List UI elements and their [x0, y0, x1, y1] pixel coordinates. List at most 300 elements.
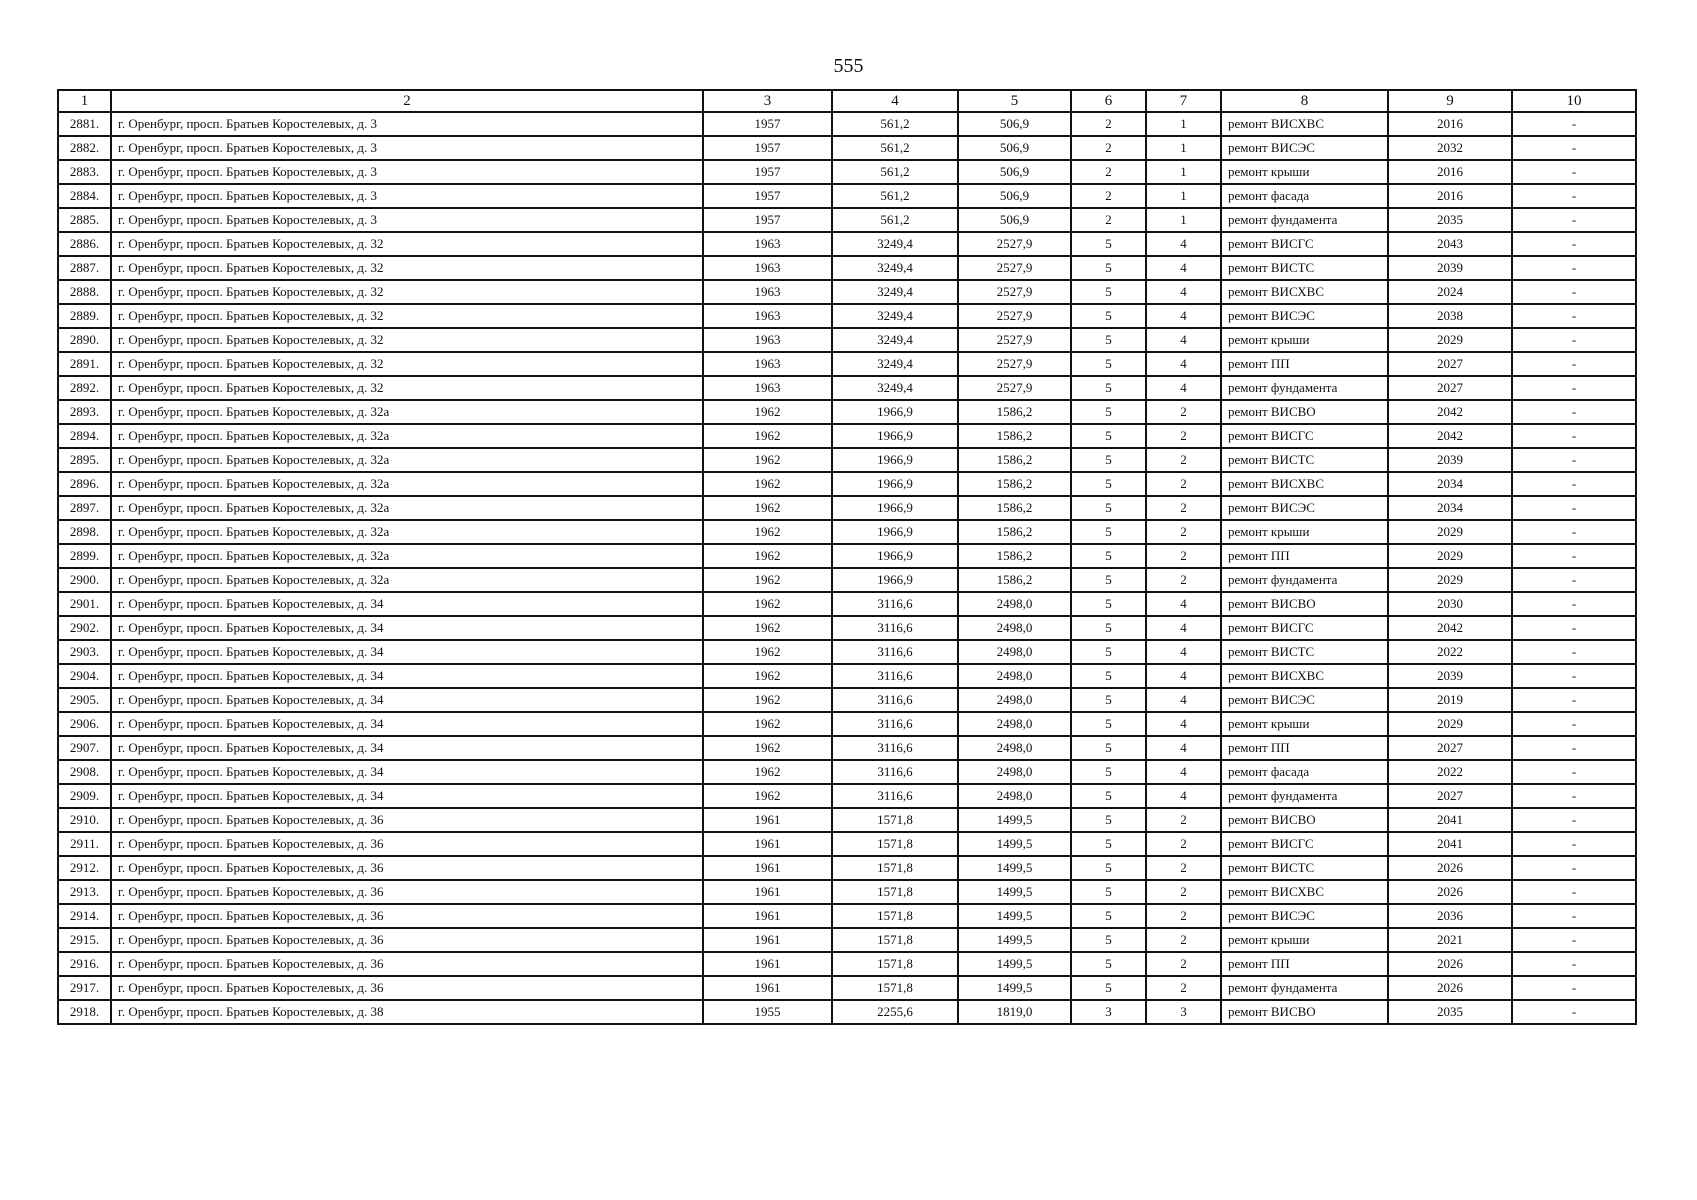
- cell-note: -: [1512, 640, 1636, 664]
- cell-note: -: [1512, 208, 1636, 232]
- cell-year-built: 1957: [703, 184, 832, 208]
- cell-note: -: [1512, 664, 1636, 688]
- cell-note: -: [1512, 568, 1636, 592]
- table-row: [58, 136, 1636, 160]
- cell-floors: 5: [1071, 640, 1146, 664]
- cell-address: г. Оренбург, просп. Братьев Коростелевых, д. 36: [111, 952, 703, 976]
- cell-planned-year: 2027: [1388, 352, 1512, 376]
- cell-work-type: ремонт ВИСХВС: [1221, 280, 1388, 304]
- cell-entrances: 2: [1146, 856, 1221, 880]
- cell-total-area: 3249,4: [832, 304, 958, 328]
- cell-work-type: ремонт ВИСВО: [1221, 400, 1388, 424]
- cell-living-area: 2527,9: [958, 352, 1071, 376]
- cell-year-built: 1961: [703, 856, 832, 880]
- cell-floors: 3: [1071, 1000, 1146, 1024]
- cell-entrances: 4: [1146, 232, 1221, 256]
- cell-floors: 5: [1071, 568, 1146, 592]
- cell-work-type: ремонт ВИСТС: [1221, 856, 1388, 880]
- table-row: [58, 808, 1636, 832]
- cell-planned-year: 2034: [1388, 472, 1512, 496]
- cell-total-area: 3116,6: [832, 616, 958, 640]
- cell-entrances: 4: [1146, 280, 1221, 304]
- table-row: [58, 1000, 1636, 1024]
- cell-total-area: 1571,8: [832, 832, 958, 856]
- table-row: [58, 928, 1636, 952]
- cell-work-type: ремонт ПП: [1221, 544, 1388, 568]
- header-row: [58, 90, 1636, 112]
- cell-row-number: 2889.: [58, 304, 111, 328]
- table-row: [58, 472, 1636, 496]
- cell-living-area: 1499,5: [958, 856, 1071, 880]
- cell-year-built: 1961: [703, 832, 832, 856]
- cell-planned-year: 2042: [1388, 424, 1512, 448]
- cell-row-number: 2883.: [58, 160, 111, 184]
- table-row: [58, 832, 1636, 856]
- cell-row-number: 2907.: [58, 736, 111, 760]
- cell-planned-year: 2027: [1388, 736, 1512, 760]
- cell-address: г. Оренбург, просп. Братьев Коростелевых, д. 36: [111, 808, 703, 832]
- cell-work-type: ремонт крыши: [1221, 928, 1388, 952]
- cell-address: г. Оренбург, просп. Братьев Коростелевых, д. 3: [111, 112, 703, 136]
- cell-note: -: [1512, 352, 1636, 376]
- cell-total-area: 561,2: [832, 208, 958, 232]
- table-row: [58, 640, 1636, 664]
- table-row: [58, 496, 1636, 520]
- cell-total-area: 3116,6: [832, 784, 958, 808]
- table-row: [58, 328, 1636, 352]
- cell-year-built: 1963: [703, 352, 832, 376]
- cell-work-type: ремонт ВИСВО: [1221, 592, 1388, 616]
- table-row: [58, 736, 1636, 760]
- cell-address: г. Оренбург, просп. Братьев Коростелевых, д. 3: [111, 184, 703, 208]
- cell-living-area: 1499,5: [958, 976, 1071, 1000]
- cell-note: -: [1512, 1000, 1636, 1024]
- cell-note: -: [1512, 976, 1636, 1000]
- table-row: [58, 880, 1636, 904]
- cell-year-built: 1963: [703, 232, 832, 256]
- cell-living-area: 2498,0: [958, 640, 1071, 664]
- cell-year-built: 1962: [703, 760, 832, 784]
- cell-row-number: 2887.: [58, 256, 111, 280]
- cell-total-area: 1571,8: [832, 808, 958, 832]
- cell-row-number: 2882.: [58, 136, 111, 160]
- cell-total-area: 1571,8: [832, 928, 958, 952]
- cell-planned-year: 2029: [1388, 328, 1512, 352]
- cell-total-area: 1966,9: [832, 568, 958, 592]
- cell-row-number: 2918.: [58, 1000, 111, 1024]
- cell-year-built: 1962: [703, 664, 832, 688]
- cell-total-area: 3249,4: [832, 328, 958, 352]
- cell-note: -: [1512, 448, 1636, 472]
- cell-floors: 5: [1071, 304, 1146, 328]
- cell-planned-year: 2042: [1388, 616, 1512, 640]
- cell-address: г. Оренбург, просп. Братьев Коростелевых, д. 36: [111, 928, 703, 952]
- cell-entrances: 4: [1146, 376, 1221, 400]
- cell-planned-year: 2016: [1388, 112, 1512, 136]
- cell-total-area: 561,2: [832, 112, 958, 136]
- cell-work-type: ремонт крыши: [1221, 712, 1388, 736]
- cell-floors: 2: [1071, 160, 1146, 184]
- cell-work-type: ремонт фундамента: [1221, 568, 1388, 592]
- cell-address: г. Оренбург, просп. Братьев Коростелевых, д. 34: [111, 640, 703, 664]
- cell-work-type: ремонт ВИСЭС: [1221, 496, 1388, 520]
- cell-entrances: 1: [1146, 160, 1221, 184]
- cell-planned-year: 2029: [1388, 568, 1512, 592]
- cell-note: -: [1512, 832, 1636, 856]
- cell-floors: 2: [1071, 208, 1146, 232]
- cell-row-number: 2916.: [58, 952, 111, 976]
- cell-row-number: 2890.: [58, 328, 111, 352]
- cell-entrances: 2: [1146, 880, 1221, 904]
- cell-address: г. Оренбург, просп. Братьев Коростелевых, д. 38: [111, 1000, 703, 1024]
- cell-work-type: ремонт ВИСХВС: [1221, 664, 1388, 688]
- cell-note: -: [1512, 952, 1636, 976]
- cell-living-area: 1499,5: [958, 904, 1071, 928]
- cell-address: г. Оренбург, просп. Братьев Коростелевых, д. 34: [111, 760, 703, 784]
- cell-work-type: ремонт ВИСВО: [1221, 1000, 1388, 1024]
- cell-work-type: ремонт ПП: [1221, 352, 1388, 376]
- cell-row-number: 2899.: [58, 544, 111, 568]
- cell-note: -: [1512, 856, 1636, 880]
- cell-planned-year: 2034: [1388, 496, 1512, 520]
- cell-floors: 5: [1071, 736, 1146, 760]
- cell-total-area: 3116,6: [832, 664, 958, 688]
- table-row: [58, 256, 1636, 280]
- cell-row-number: 2911.: [58, 832, 111, 856]
- cell-year-built: 1963: [703, 376, 832, 400]
- cell-work-type: ремонт ВИСЭС: [1221, 904, 1388, 928]
- cell-address: г. Оренбург, просп. Братьев Коростелевых, д. 32а: [111, 448, 703, 472]
- cell-year-built: 1962: [703, 784, 832, 808]
- cell-year-built: 1962: [703, 496, 832, 520]
- cell-living-area: 2498,0: [958, 688, 1071, 712]
- cell-address: г. Оренбург, просп. Братьев Коростелевых, д. 32: [111, 376, 703, 400]
- cell-entrances: 2: [1146, 472, 1221, 496]
- cell-planned-year: 2036: [1388, 904, 1512, 928]
- cell-note: -: [1512, 688, 1636, 712]
- cell-floors: 2: [1071, 136, 1146, 160]
- cell-entrances: 2: [1146, 424, 1221, 448]
- cell-total-area: 3249,4: [832, 256, 958, 280]
- cell-living-area: 1586,2: [958, 544, 1071, 568]
- cell-planned-year: 2029: [1388, 712, 1512, 736]
- cell-note: -: [1512, 400, 1636, 424]
- cell-work-type: ремонт ВИСГС: [1221, 424, 1388, 448]
- cell-floors: 5: [1071, 328, 1146, 352]
- cell-planned-year: 2038: [1388, 304, 1512, 328]
- cell-living-area: 1499,5: [958, 952, 1071, 976]
- cell-note: -: [1512, 304, 1636, 328]
- table-row: [58, 592, 1636, 616]
- cell-year-built: 1961: [703, 880, 832, 904]
- cell-entrances: 4: [1146, 712, 1221, 736]
- cell-address: г. Оренбург, просп. Братьев Коростелевых, д. 34: [111, 712, 703, 736]
- cell-year-built: 1962: [703, 616, 832, 640]
- cell-row-number: 2898.: [58, 520, 111, 544]
- cell-row-number: 2881.: [58, 112, 111, 136]
- cell-row-number: 2888.: [58, 280, 111, 304]
- cell-year-built: 1957: [703, 208, 832, 232]
- cell-living-area: 1586,2: [958, 400, 1071, 424]
- cell-total-area: 561,2: [832, 160, 958, 184]
- cell-total-area: 3116,6: [832, 736, 958, 760]
- cell-year-built: 1955: [703, 1000, 832, 1024]
- column-header-5: 5: [958, 90, 1071, 112]
- cell-living-area: 506,9: [958, 136, 1071, 160]
- cell-work-type: ремонт ПП: [1221, 952, 1388, 976]
- table-row: [58, 904, 1636, 928]
- cell-entrances: 4: [1146, 784, 1221, 808]
- cell-floors: 5: [1071, 832, 1146, 856]
- column-header-10: 10: [1512, 90, 1636, 112]
- cell-note: -: [1512, 808, 1636, 832]
- cell-living-area: 1586,2: [958, 496, 1071, 520]
- cell-planned-year: 2030: [1388, 592, 1512, 616]
- cell-living-area: 1586,2: [958, 520, 1071, 544]
- cell-address: г. Оренбург, просп. Братьев Коростелевых, д. 36: [111, 856, 703, 880]
- column-header-8: 8: [1221, 90, 1388, 112]
- cell-planned-year: 2019: [1388, 688, 1512, 712]
- cell-address: г. Оренбург, просп. Братьев Коростелевых, д. 32: [111, 304, 703, 328]
- cell-planned-year: 2039: [1388, 664, 1512, 688]
- cell-row-number: 2903.: [58, 640, 111, 664]
- page-number: 555: [833, 55, 864, 77]
- cell-note: -: [1512, 424, 1636, 448]
- table-row: [58, 160, 1636, 184]
- cell-entrances: 1: [1146, 112, 1221, 136]
- cell-year-built: 1962: [703, 424, 832, 448]
- cell-work-type: ремонт фасада: [1221, 184, 1388, 208]
- cell-total-area: 1966,9: [832, 448, 958, 472]
- cell-living-area: 2527,9: [958, 256, 1071, 280]
- cell-work-type: ремонт фундамента: [1221, 376, 1388, 400]
- cell-entrances: 4: [1146, 688, 1221, 712]
- cell-living-area: 2498,0: [958, 760, 1071, 784]
- table-row: [58, 112, 1636, 136]
- cell-total-area: 1966,9: [832, 472, 958, 496]
- cell-planned-year: 2039: [1388, 256, 1512, 280]
- cell-living-area: 506,9: [958, 112, 1071, 136]
- cell-work-type: ремонт крыши: [1221, 328, 1388, 352]
- cell-row-number: 2895.: [58, 448, 111, 472]
- cell-note: -: [1512, 520, 1636, 544]
- cell-note: -: [1512, 472, 1636, 496]
- cell-living-area: 1586,2: [958, 568, 1071, 592]
- cell-address: г. Оренбург, просп. Братьев Коростелевых, д. 36: [111, 832, 703, 856]
- cell-work-type: ремонт ВИСХВС: [1221, 880, 1388, 904]
- cell-living-area: 1586,2: [958, 448, 1071, 472]
- cell-note: -: [1512, 112, 1636, 136]
- cell-planned-year: 2041: [1388, 832, 1512, 856]
- cell-entrances: 2: [1146, 544, 1221, 568]
- cell-row-number: 2897.: [58, 496, 111, 520]
- cell-living-area: 2527,9: [958, 280, 1071, 304]
- cell-year-built: 1962: [703, 736, 832, 760]
- column-header-3: 3: [703, 90, 832, 112]
- cell-total-area: 3249,4: [832, 352, 958, 376]
- cell-floors: 5: [1071, 664, 1146, 688]
- cell-work-type: ремонт ВИСЭС: [1221, 688, 1388, 712]
- cell-year-built: 1961: [703, 976, 832, 1000]
- cell-entrances: 2: [1146, 568, 1221, 592]
- cell-row-number: 2910.: [58, 808, 111, 832]
- cell-note: -: [1512, 616, 1636, 640]
- cell-floors: 2: [1071, 184, 1146, 208]
- cell-floors: 5: [1071, 616, 1146, 640]
- cell-floors: 5: [1071, 256, 1146, 280]
- cell-floors: 5: [1071, 496, 1146, 520]
- cell-address: г. Оренбург, просп. Братьев Коростелевых, д. 34: [111, 592, 703, 616]
- cell-note: -: [1512, 256, 1636, 280]
- cell-entrances: 2: [1146, 520, 1221, 544]
- cell-note: -: [1512, 712, 1636, 736]
- column-header-1: 1: [58, 90, 111, 112]
- cell-entrances: 2: [1146, 448, 1221, 472]
- cell-address: г. Оренбург, просп. Братьев Коростелевых, д. 34: [111, 688, 703, 712]
- table-row: [58, 568, 1636, 592]
- cell-total-area: 1571,8: [832, 952, 958, 976]
- table-row: [58, 856, 1636, 880]
- cell-year-built: 1962: [703, 688, 832, 712]
- cell-entrances: 4: [1146, 664, 1221, 688]
- cell-total-area: 3116,6: [832, 760, 958, 784]
- cell-floors: 5: [1071, 928, 1146, 952]
- cell-row-number: 2912.: [58, 856, 111, 880]
- cell-living-area: 2498,0: [958, 712, 1071, 736]
- table-body: [58, 112, 1636, 1024]
- table-row: [58, 544, 1636, 568]
- cell-row-number: 2914.: [58, 904, 111, 928]
- cell-note: -: [1512, 880, 1636, 904]
- cell-work-type: ремонт ВИСГС: [1221, 832, 1388, 856]
- cell-entrances: 1: [1146, 208, 1221, 232]
- cell-planned-year: 2016: [1388, 160, 1512, 184]
- cell-address: г. Оренбург, просп. Братьев Коростелевых, д. 32: [111, 256, 703, 280]
- table-row: [58, 304, 1636, 328]
- table-row: [58, 448, 1636, 472]
- cell-total-area: 2255,6: [832, 1000, 958, 1024]
- cell-floors: 2: [1071, 112, 1146, 136]
- cell-living-area: 506,9: [958, 184, 1071, 208]
- cell-living-area: 2498,0: [958, 592, 1071, 616]
- cell-floors: 5: [1071, 856, 1146, 880]
- cell-planned-year: 2026: [1388, 952, 1512, 976]
- cell-floors: 5: [1071, 520, 1146, 544]
- cell-planned-year: 2026: [1388, 856, 1512, 880]
- cell-entrances: 4: [1146, 304, 1221, 328]
- cell-year-built: 1961: [703, 808, 832, 832]
- cell-floors: 5: [1071, 784, 1146, 808]
- cell-year-built: 1957: [703, 136, 832, 160]
- table-row: [58, 616, 1636, 640]
- cell-work-type: ремонт ВИСТС: [1221, 256, 1388, 280]
- cell-year-built: 1961: [703, 904, 832, 928]
- cell-address: г. Оренбург, просп. Братьев Коростелевых, д. 32а: [111, 400, 703, 424]
- cell-total-area: 1966,9: [832, 520, 958, 544]
- table-row: [58, 784, 1636, 808]
- cell-row-number: 2904.: [58, 664, 111, 688]
- table-row: [58, 520, 1636, 544]
- cell-living-area: 506,9: [958, 208, 1071, 232]
- cell-living-area: 1586,2: [958, 424, 1071, 448]
- table-row: [58, 232, 1636, 256]
- cell-entrances: 4: [1146, 616, 1221, 640]
- cell-year-built: 1963: [703, 304, 832, 328]
- cell-floors: 5: [1071, 904, 1146, 928]
- cell-note: -: [1512, 736, 1636, 760]
- cell-floors: 5: [1071, 688, 1146, 712]
- cell-entrances: 2: [1146, 976, 1221, 1000]
- cell-work-type: ремонт крыши: [1221, 160, 1388, 184]
- cell-floors: 5: [1071, 952, 1146, 976]
- cell-address: г. Оренбург, просп. Братьев Коростелевых, д. 32: [111, 232, 703, 256]
- cell-year-built: 1962: [703, 568, 832, 592]
- cell-note: -: [1512, 496, 1636, 520]
- cell-total-area: 1571,8: [832, 976, 958, 1000]
- table-row: [58, 208, 1636, 232]
- cell-floors: 5: [1071, 976, 1146, 1000]
- cell-year-built: 1962: [703, 640, 832, 664]
- cell-work-type: ремонт фасада: [1221, 760, 1388, 784]
- cell-total-area: 3249,4: [832, 280, 958, 304]
- cell-planned-year: 2029: [1388, 544, 1512, 568]
- cell-row-number: 2917.: [58, 976, 111, 1000]
- cell-row-number: 2906.: [58, 712, 111, 736]
- cell-address: г. Оренбург, просп. Братьев Коростелевых, д. 36: [111, 976, 703, 1000]
- cell-work-type: ремонт ПП: [1221, 736, 1388, 760]
- cell-floors: 5: [1071, 544, 1146, 568]
- cell-note: -: [1512, 376, 1636, 400]
- cell-entrances: 1: [1146, 136, 1221, 160]
- cell-entrances: 4: [1146, 640, 1221, 664]
- cell-note: -: [1512, 328, 1636, 352]
- cell-year-built: 1963: [703, 256, 832, 280]
- cell-total-area: 3249,4: [832, 232, 958, 256]
- column-header-2: 2: [111, 90, 703, 112]
- cell-living-area: 1499,5: [958, 808, 1071, 832]
- cell-total-area: 1966,9: [832, 496, 958, 520]
- cell-year-built: 1962: [703, 448, 832, 472]
- cell-planned-year: 2027: [1388, 784, 1512, 808]
- cell-address: г. Оренбург, просп. Братьев Коростелевых, д. 34: [111, 664, 703, 688]
- cell-row-number: 2905.: [58, 688, 111, 712]
- cell-living-area: 1819,0: [958, 1000, 1071, 1024]
- cell-address: г. Оренбург, просп. Братьев Коростелевых, д. 32: [111, 328, 703, 352]
- cell-year-built: 1957: [703, 112, 832, 136]
- cell-planned-year: 2039: [1388, 448, 1512, 472]
- table-row: [58, 400, 1636, 424]
- column-header-4: 4: [832, 90, 958, 112]
- cell-note: -: [1512, 592, 1636, 616]
- cell-row-number: 2886.: [58, 232, 111, 256]
- cell-total-area: 561,2: [832, 184, 958, 208]
- cell-entrances: 1: [1146, 184, 1221, 208]
- cell-work-type: ремонт ВИСТС: [1221, 448, 1388, 472]
- cell-living-area: 1499,5: [958, 832, 1071, 856]
- cell-address: г. Оренбург, просп. Братьев Коростелевых, д. 32а: [111, 544, 703, 568]
- cell-planned-year: 2041: [1388, 808, 1512, 832]
- cell-year-built: 1962: [703, 592, 832, 616]
- cell-row-number: 2885.: [58, 208, 111, 232]
- cell-work-type: ремонт ВИСТС: [1221, 640, 1388, 664]
- cell-planned-year: 2032: [1388, 136, 1512, 160]
- cell-planned-year: 2016: [1388, 184, 1512, 208]
- cell-planned-year: 2029: [1388, 520, 1512, 544]
- cell-address: г. Оренбург, просп. Братьев Коростелевых, д. 34: [111, 736, 703, 760]
- cell-total-area: 3116,6: [832, 712, 958, 736]
- cell-address: г. Оренбург, просп. Братьев Коростелевых, д. 32а: [111, 520, 703, 544]
- cell-floors: 5: [1071, 760, 1146, 784]
